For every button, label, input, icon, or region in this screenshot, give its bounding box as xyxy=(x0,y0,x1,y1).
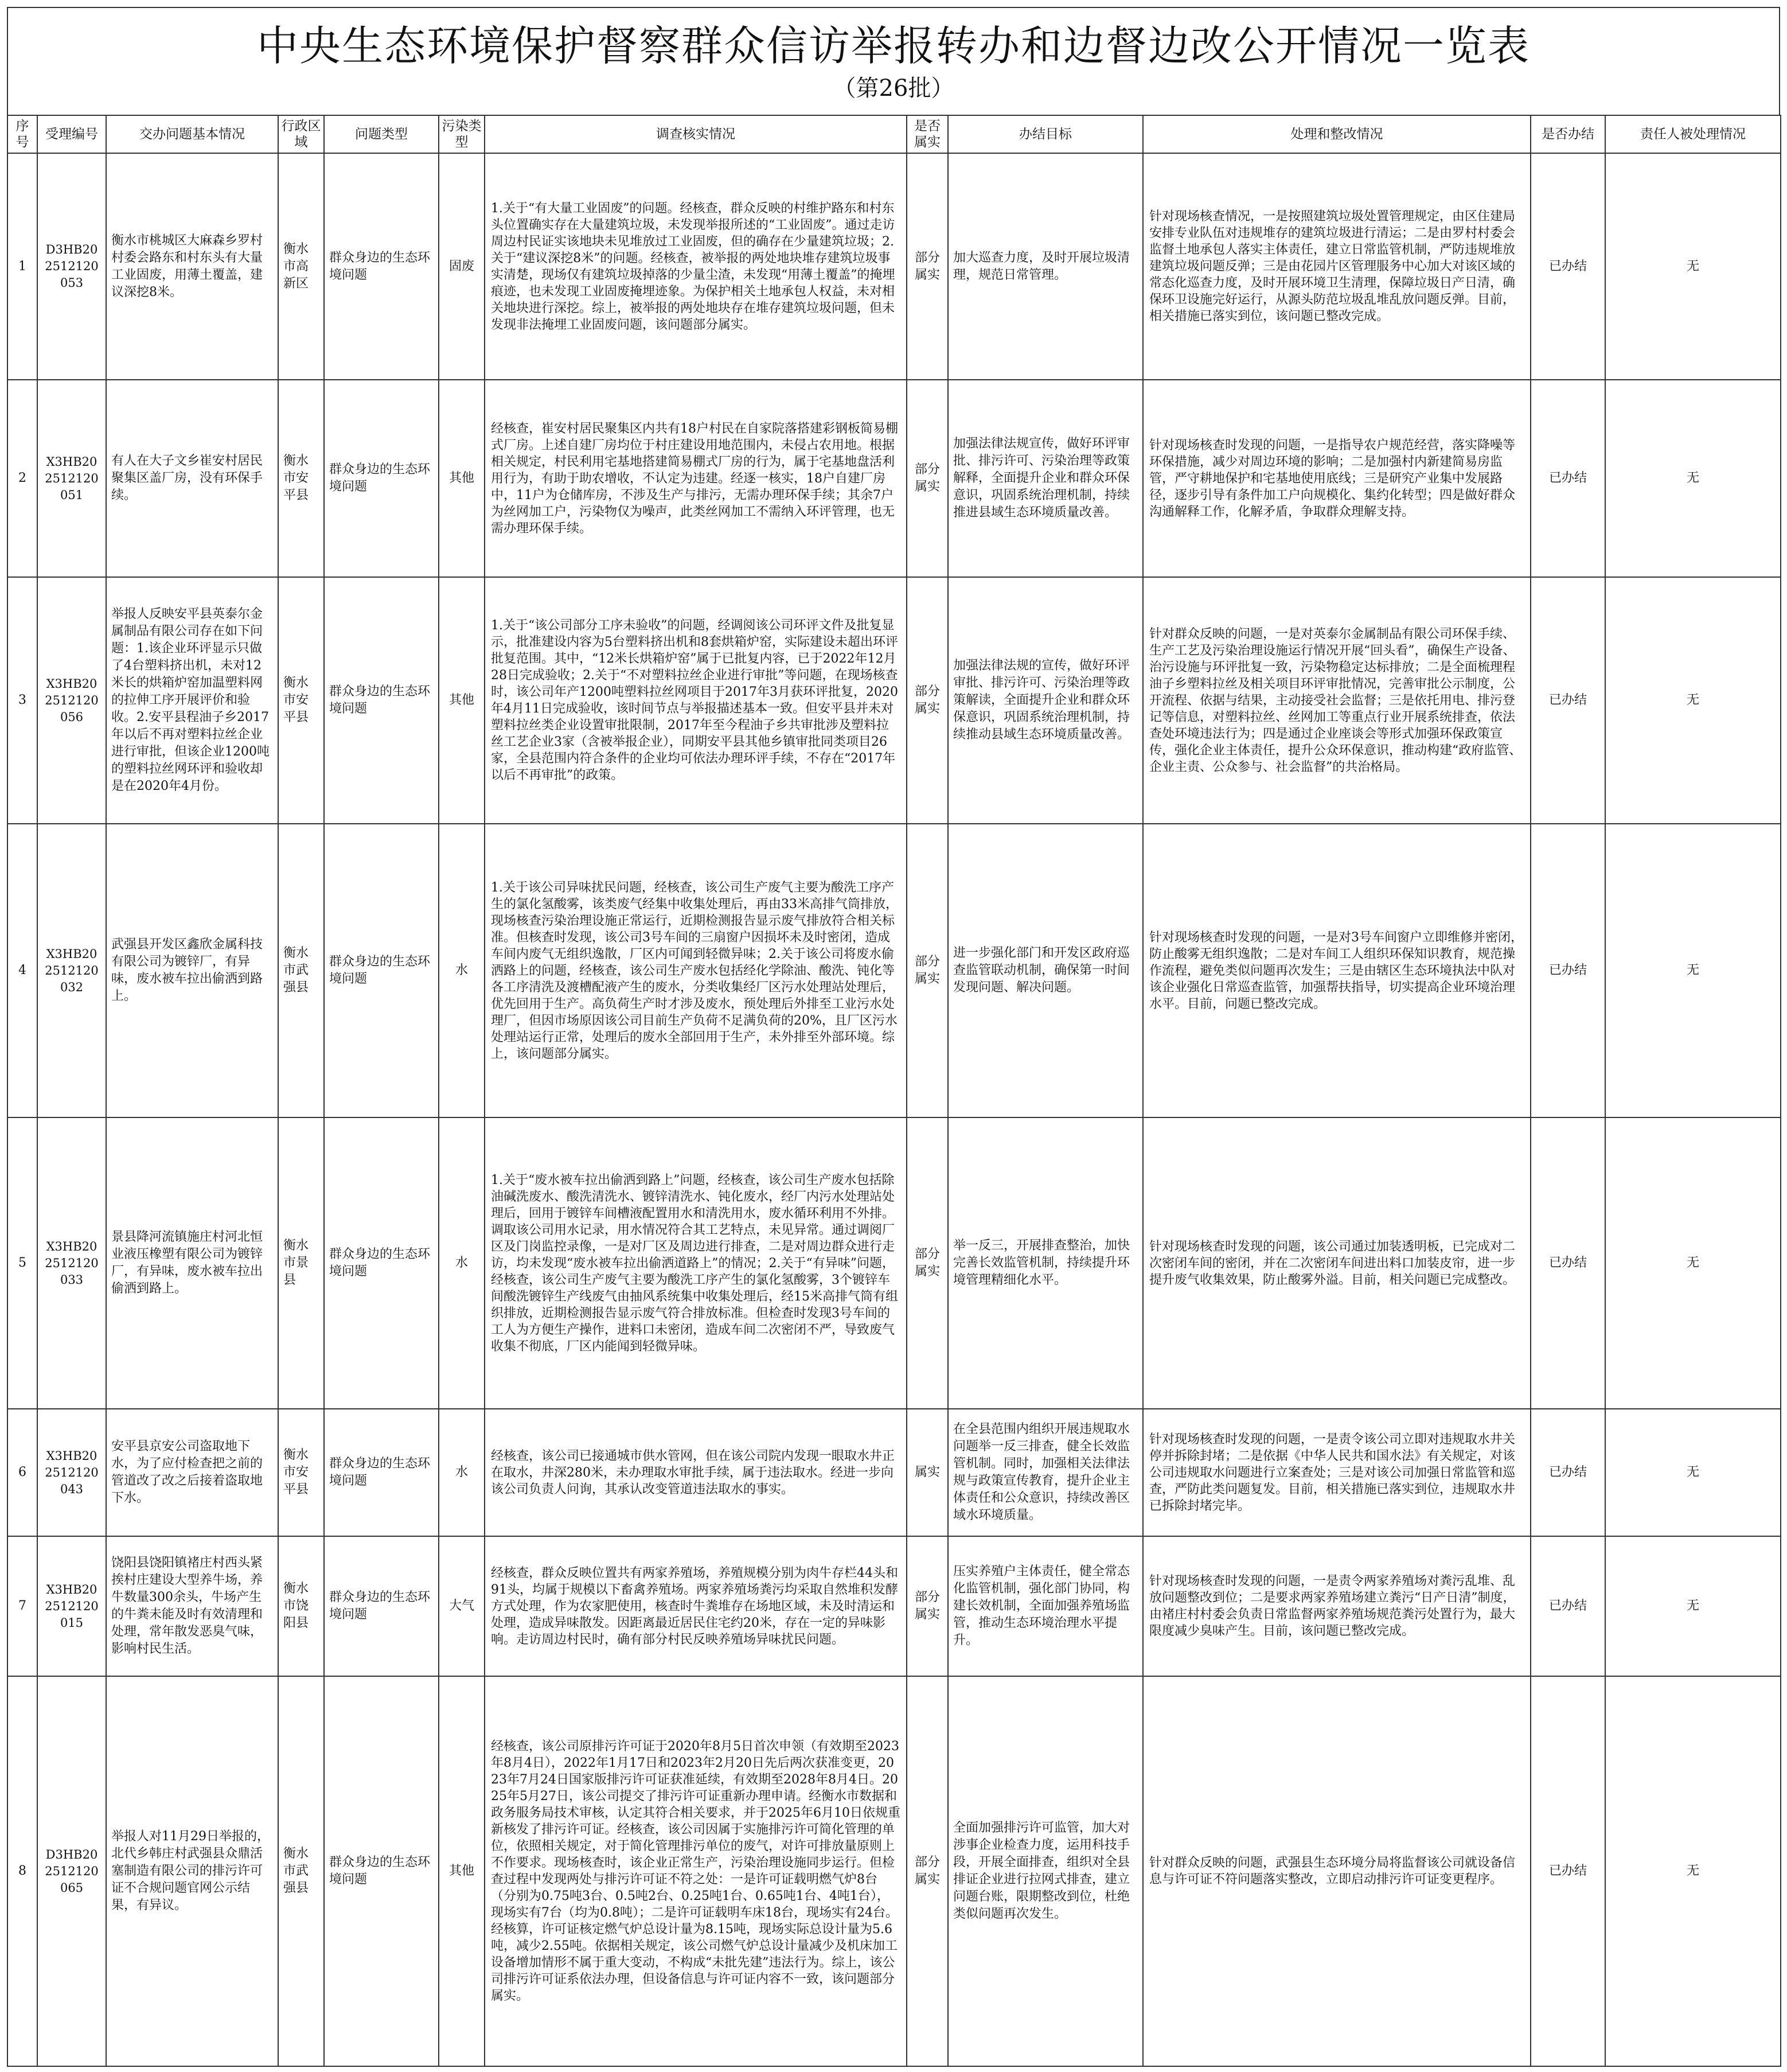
cell-id: X3HB202512120033 xyxy=(37,1117,106,1409)
cell-penalty: 无 xyxy=(1605,577,1781,824)
header-issue: 交办问题基本情况 xyxy=(106,115,278,153)
cell-investigation: 1.关于“有大量工业固废”的问题。经核查，群众反映的村维护路东和村东头位置确实存在大量建筑垃圾，未发现举报所述的“工业固废”。通过走访周边村民证实该地块未见堆放过工业固废，但的确存在少量建筑垃圾；2.关于“建议深挖8米”的问题。经核查，被举报的两处地块堆存建筑垃圾事实清楚，现场仅有建筑垃圾掉落的少量尘渣，未发现“用薄土覆盖”的掩埋痕迹，也未发现工业固废掩埋迹象。为保护相关土地承包人权益，未对相关地块进行深挖。综上，被举报的两处地块存在堆存建筑垃圾问题，但未发现非法掩埋工业固废问题，该问题部分属实。 xyxy=(485,153,907,380)
table-row xyxy=(7,153,1781,380)
cell-penalty: 无 xyxy=(1605,153,1781,380)
cell-type: 群众身边的生态环境问题 xyxy=(324,1676,439,2066)
cell-true: 部分属实 xyxy=(907,1117,948,1409)
cell-pollution: 其他 xyxy=(439,577,485,824)
page-title: 中央生态环境保护督察群众信访举报转办和边督边改公开情况一览表 xyxy=(256,22,1530,70)
cell-region: 衡水市安平县 xyxy=(278,380,324,577)
page-subtitle: （第26批） xyxy=(833,75,954,102)
cell-type: 群众身边的生态环境问题 xyxy=(324,153,439,380)
cell-true: 部分属实 xyxy=(907,1676,948,2066)
cell-pollution: 其他 xyxy=(439,380,485,577)
table-row xyxy=(7,1409,1781,1536)
cell-penalty: 无 xyxy=(1605,380,1781,577)
header-pollution: 污染类型 xyxy=(439,115,485,153)
cell-done: 已办结 xyxy=(1531,1676,1605,2066)
cell-done: 已办结 xyxy=(1531,1409,1605,1536)
cell-investigation: 经核查，该公司原排污许可证于2020年8月5日首次申领（有效期至2023年8月4日），2022年1月17日和2023年2月20日先后两次获准变更，2023年7月24日国家版排污许可证获准延续，有效期至2028年8月4日。2025年5月27日，该公司提交了排污许可证重新办理申请。经衡水市数据和政务服务局技术审核，认定其符合相关要求，并于2025年6月10日依规重新核发了排污许可证。经核查，该公司因属于实施排污许可简化管理的单位，依照相关规定，对于简化管理排污单位的废气，对许可排放量原则上不作要求。现场核查时，该企业正常生产，污染治理设施同步运行。但检查过程中发现两处与排污许可证不符之处：一是许可证载明燃气炉8台（分别为0.75吨3台、0.5吨2台、0.25吨1台、0.65吨1台、4吨1台），现场实有7台（均为0.8吨）；二是许可证载明车床18台，现场实有24台。经核算，许可证核定燃气炉总设计量为8.15吨，现场实际总设计量为5.6吨，减少2.55吨。依据相关规定，该公司燃气炉总设计量减少及机床加工设备增加情形不属于重大变动，不构成“未批先建”违法行为。综上，该公司排污许可证系依法办理，但设备信息与许可证内容不一致，该问题部分属实。 xyxy=(485,1676,907,2066)
cell-pollution: 水 xyxy=(439,1117,485,1409)
cell-type: 群众身边的生态环境问题 xyxy=(324,824,439,1117)
header-handling: 处理和整改情况 xyxy=(1143,115,1531,153)
table-row xyxy=(7,1117,1781,1409)
cell-penalty: 无 xyxy=(1605,1409,1781,1536)
header-goal: 办结目标 xyxy=(948,115,1143,153)
cell-id: X3HB202512120056 xyxy=(37,577,106,824)
cell-goal: 进一步强化部门和开发区政府巡查监管联动机制，确保第一时间发现问题、解决问题。 xyxy=(948,824,1143,1117)
title-box xyxy=(7,7,1780,115)
cell-no: 8 xyxy=(7,1676,37,2066)
cell-handling: 针对现场核查情况，一是按照建筑垃圾处置管理规定，由区住建局安排专业队伍对违规堆存的建筑垃圾进行清运；二是由罗村村委会监督土地承包人落实主体责任，建立日常监管机制，严防违规堆放建筑垃圾问题反弹；三是由花园片区管理服务中心加大对该区域的常态化巡查力度，及时开展环境卫生清理，保障垃圾日产日清，确保环卫设施完好运行，从源头防范垃圾乱堆乱放问题反弹。目前，相关措施已落实到位，该问题已整改完成。 xyxy=(1143,153,1531,380)
cell-no: 3 xyxy=(7,577,37,824)
cell-type: 群众身边的生态环境问题 xyxy=(324,1409,439,1536)
cell-issue: 举报人对11月29日举报的，北代乡韩庄村武强县众鼎活塞制造有限公司的排污许可证不合规问题官网公示结果，有异议。 xyxy=(106,1676,278,2066)
cell-goal: 压实养殖户主体责任，健全常态化监管机制，强化部门协同，构建长效机制，全面加强养殖场监管，推动生态环境治理水平提升。 xyxy=(948,1536,1143,1676)
cell-no: 5 xyxy=(7,1117,37,1409)
cell-id: X3HB202512120043 xyxy=(37,1409,106,1536)
cell-true: 部分属实 xyxy=(907,380,948,577)
cell-no: 7 xyxy=(7,1536,37,1676)
cell-region: 衡水市武强县 xyxy=(278,824,324,1117)
cell-true: 部分属实 xyxy=(907,577,948,824)
cell-goal: 举一反三，开展排查整治，加快完善长效监管机制，持续提升环境管理精细化水平。 xyxy=(948,1117,1143,1409)
cell-pollution: 大气 xyxy=(439,1536,485,1676)
cell-type: 群众身边的生态环境问题 xyxy=(324,1536,439,1676)
cell-investigation: 经核查，该公司已接通城市供水管网，但在该公司院内发现一眼取水井正在取水，井深280米，未办理取水审批手续，属于违法取水。经进一步向该公司负责人问询，其承认改变管道违法取水的事实。 xyxy=(485,1409,907,1536)
cell-done: 已办结 xyxy=(1531,380,1605,577)
cell-done: 已办结 xyxy=(1531,824,1605,1117)
document-page xyxy=(7,7,1780,2067)
cell-no: 2 xyxy=(7,380,37,577)
cell-investigation: 经核查，群众反映位置共有两家养殖场，养殖规模分别为肉牛存栏44头和91头，均属于规模以下畜禽养殖场。两家养殖场粪污均采取自然堆积发酵方式处理，作为农家肥使用，核查时牛粪堆存在场地区域，未及时清运和处理，造成异味散发。因距离最近居民住宅约20米，存在一定的异味影响。走访周边村民时，确有部分村民反映养殖场异味扰民问题。 xyxy=(485,1536,907,1676)
cell-issue: 饶阳县饶阳镇褚庄村西头紧挨村庄建设大型养牛场，养牛数量300余头，牛场产生的牛粪未能及时有效清理和处理，常年散发恶臭气味，影响村民生活。 xyxy=(106,1536,278,1676)
cell-handling: 针对群众反映的问题，武强县生态环境分局将监督该公司就设备信息与许可证不符问题落实整改，立即启动排污许可证变更程序。 xyxy=(1143,1676,1531,2066)
cell-investigation: 1.关于“废水被车拉出偷洒到路上”问题，经核查，该公司生产废水包括除油碱洗废水、酸洗清洗水、镀锌清洗水、钝化废水，经厂内污水处理站处理后，回用于镀锌车间槽液配置用水和清洗用水，废水循环利用不外排。调取该公司用水记录，用水情况符合其工艺特点，未见异常。通过调阅厂区及门岗监控录像，一是对厂区及周边进行排查，二是对周边群众进行走访，均未发现“废水被车拉出偷洒道路上”的情况；2.关于“有异味”问题，经核查，该公司生产废气主要为酸洗工序产生的氯化氢酸雾，3个镀锌车间酸洗镀锌生产线废气由抽风系统集中收集处理后，经15米高排气筒有组织排放，近期检测报告显示废气符合排放标准。但检查时发现3号车间的工人为方便生产操作，进料口未密闭，造成车间二次密闭不严，导致废气收集不彻底，厂区内能闻到轻微异味。 xyxy=(485,1117,907,1409)
cell-done: 已办结 xyxy=(1531,153,1605,380)
header-type: 问题类型 xyxy=(324,115,439,153)
header-row xyxy=(7,115,1781,153)
cell-goal: 加大巡查力度，及时开展垃圾清理，规范日常管理。 xyxy=(948,153,1143,380)
cell-id: X3HB202512120032 xyxy=(37,824,106,1117)
cell-region: 衡水市安平县 xyxy=(278,577,324,824)
table-row xyxy=(7,824,1781,1117)
cell-penalty: 无 xyxy=(1605,1117,1781,1409)
cell-done: 已办结 xyxy=(1531,1117,1605,1409)
cell-pollution: 其他 xyxy=(439,1676,485,2066)
cell-issue: 武强县开发区鑫欣金属科技有限公司为镀锌厂，有异味，废水被车拉出偷洒到路上。 xyxy=(106,824,278,1117)
cell-region: 衡水市安平县 xyxy=(278,1409,324,1536)
cell-investigation: 1.关于“该公司部分工序未验收”的问题，经调阅该公司环评文件及批复显示，批准建设内容为5台塑料挤出机和8套烘箱炉窑，实际建设未超出环评批复范围。其中，“12米长烘箱炉窑”属于已批复内容，已于2022年12月28日完成验收；2.关于“不对塑料拉丝企业进行审批”等问题，在现场核查时，该公司年产1200吨塑料拉丝网项目于2017年3月获环评批复，2020年4月11日完成验收，该时间节点与举报描述基本一致。但安平县并未对塑料拉丝类企业设置审批限制，2017年至今程油子乡共审批涉及塑料拉丝工艺企业3家（含被举报企业），同期安平县其他乡镇审批同类项目26家，全县范围内符合条件的企业均可依法办理环评手续，不存在“2017年以后不再审批”的政策。 xyxy=(485,577,907,824)
cell-handling: 针对现场核查时发现的问题，一是对3号车间窗户立即维修并密闭，防止酸雾无组织逸散；二是对车间工人组织环保知识教育，规范操作流程，避免类似问题再次发生；三是由辖区生态环境执法中队对该企业强化日常巡查监管，加强帮扶指导，切实提高企业环境治理水平。目前，问题已整改完成。 xyxy=(1143,824,1531,1117)
cell-handling: 针对现场核查时发现的问题，一是责令该公司立即对违规取水井关停并拆除封堵；二是依据《中华人民共和国水法》有关规定，对该公司违规取水问题进行立案查处；三是对该公司加强日常监管和巡查，严防此类问题复发。目前，相关措施已落实到位，违规取水井已拆除封堵完毕。 xyxy=(1143,1409,1531,1536)
cell-penalty: 无 xyxy=(1605,824,1781,1117)
cell-id: X3HB202512120015 xyxy=(37,1536,106,1676)
report-table xyxy=(7,115,1781,2067)
table-row xyxy=(7,577,1781,824)
cell-handling: 针对现场核查时发现的问题，一是责令两家养殖场对粪污乱堆、乱放问题整改到位；二是要求两家养殖场建立粪污“日产日清”制度，由褚庄村村委会负责日常监督两家养殖场规范粪污处置行为，最大限度减少臭味产生。目前，该问题已整改完成。 xyxy=(1143,1536,1531,1676)
cell-pollution: 水 xyxy=(439,824,485,1117)
cell-investigation: 1.关于该公司异味扰民问题，经核查，该公司生产废气主要为酸洗工序产生的氯化氢酸雾，该类废气经集中收集处理后，再由33米高排气筒排放，现场核查污染治理设施正常运行，近期检测报告显示废气排放符合相关标准。但核查时发现，该公司3号车间的三扇窗户因损坏未及时密闭，造成车间内废气无组织逸散，厂区内可闻到轻微异味；2.关于该公司将废水偷洒路上的问题，经核查，该公司生产废水包括经化学除油、酸洗、钝化等各工序清洗及渡槽配液产生的废水，分类收集经厂区污水处理站处理后，优先回用于生产。高负荷生产时才涉及废水，预处理后外排至工业污水处理厂，但因市场原因该公司目前生产负荷不足满负荷的20%，且厂区污水处理站运行正常，处理后的废水全部回用于生产，未外排至外部环境。综上，该问题部分属实。 xyxy=(485,824,907,1117)
cell-goal: 在全县范围内组织开展违规取水问题举一反三排查，健全长效监管机制。同时，加强相关法律法规与政策宣传教育，提升企业主体责任和公众意识，持续改善区域水环境质量。 xyxy=(948,1409,1143,1536)
cell-investigation: 经核查，崔安村居民聚集区内共有18户村民在自家院落搭建彩钢板简易棚式厂房。上述自建厂房均位于村庄建设用地范围内，未侵占农用地。根据相关规定，村民利用宅基地搭建简易棚式厂房的行为，属于宅基地盘活利用行为，有助于助农增收，不认定为违建。经逐一核实，18户自建厂房中，11户为仓储库房，不涉及生产与排污，无需办理环保手续；其余7户为丝网加工户，污染物仅为噪声，此类丝网加工不需纳入环评管理，也无需办理环保手续。 xyxy=(485,380,907,577)
header-true: 是否属实 xyxy=(907,115,948,153)
cell-type: 群众身边的生态环境问题 xyxy=(324,577,439,824)
cell-penalty: 无 xyxy=(1605,1536,1781,1676)
cell-issue: 景县降河流镇施庄村河北恒业液压橡塑有限公司为镀锌厂，有异味，废水被车拉出偷洒到路上。 xyxy=(106,1117,278,1409)
cell-region: 衡水市高新区 xyxy=(278,153,324,380)
header-no: 序号 xyxy=(7,115,37,153)
cell-handling: 针对现场核查时发现的问题，该公司通过加装透明板，已完成对二次密闭车间的密闭，并在二次密闭车间进出料口加装皮帘，进一步提升废气收集效果，防止酸雾外溢。目前，相关问题已完成整改。 xyxy=(1143,1117,1531,1409)
cell-handling: 针对现场核查时发现的问题，一是指导农户规范经营，落实降噪等环保措施，减少对周边环境的影响；二是加强村内新建简易房监管，严守耕地保护和宅基地使用底线；三是研究产业集中发展路径，逐步引导有条件加工户向规模化、集约化转型；四是做好群众沟通解释工作，化解矛盾，争取群众理解支持。 xyxy=(1143,380,1531,577)
cell-goal: 加强法律法规宣传，做好环评审批、排污许可、污染治理等政策解释，全面提升企业和群众环保意识，巩固系统治理机制，持续推进县域生态环境质量改善。 xyxy=(948,380,1143,577)
cell-type: 群众身边的生态环境问题 xyxy=(324,1117,439,1409)
table-row xyxy=(7,1676,1781,2066)
cell-issue: 安平县京安公司盗取地下水，为了应付检查把之前的管道改了改之后接着盗取地下水。 xyxy=(106,1409,278,1536)
cell-type: 群众身边的生态环境问题 xyxy=(324,380,439,577)
header-investigation: 调查核实情况 xyxy=(485,115,907,153)
cell-handling: 针对群众反映的问题，一是对英泰尔金属制品有限公司环保手续、生产工艺及污染治理设施运行情况开展“回头看”，确保生产设备、治污设施与环评批复一致，污染物稳定达标排放；二是全面梳理程油子乡塑料拉丝及相关项目环评审批情况，完善审批公示制度，公开流程、依据与结果，主动接受社会监督；三是依托用电、排污登记等信息，对塑料拉丝、丝网加工等重点行业开展系统排查，依法查处环境违法行为；四是通过企业座谈会等形式加强环保政策宣传，强化企业主体责任，提升公众环保意识，推动构建“政府监管、企业主责、公众参与、社会监督”的共治格局。 xyxy=(1143,577,1531,824)
cell-true: 部分属实 xyxy=(907,153,948,380)
cell-id: D3HB202512120053 xyxy=(37,153,106,380)
cell-goal: 全面加强排污许可监管，加大对涉事企业检查力度，运用科技手段，开展全面排查，组织对全县排证企业进行拉网式排查，建立问题台账，限期整改到位，杜绝类似问题再次发生。 xyxy=(948,1676,1143,2066)
cell-issue: 衡水市桃城区大麻森乡罗村村委会路东和村东头有大量工业固废，用薄土覆盖，建议深挖8米。 xyxy=(106,153,278,380)
cell-issue: 举报人反映安平县英泰尔金属制品有限公司存在如下问题：1.该企业环评显示只做了4台塑料挤出机，未对12米长的烘箱炉窑加温塑料网的拉伸工序开展评价和验收。2.安平县程油子乡2017年以后不再对塑料拉丝企业进行审批，但该企业1200吨的塑料拉丝网环评和验收却是在2020年4月份。 xyxy=(106,577,278,824)
cell-pollution: 水 xyxy=(439,1409,485,1536)
cell-no: 1 xyxy=(7,153,37,380)
header-id: 受理编号 xyxy=(37,115,106,153)
header-penalty: 责任人被处理情况 xyxy=(1605,115,1781,153)
table-row xyxy=(7,1536,1781,1676)
table-row xyxy=(7,380,1781,577)
cell-region: 衡水市饶阳县 xyxy=(278,1536,324,1676)
cell-done: 已办结 xyxy=(1531,1536,1605,1676)
header-region: 行政区域 xyxy=(278,115,324,153)
header-done: 是否办结 xyxy=(1531,115,1605,153)
cell-region: 衡水市武强县 xyxy=(278,1676,324,2066)
cell-true: 部分属实 xyxy=(907,824,948,1117)
cell-region: 衡水市景县 xyxy=(278,1117,324,1409)
cell-id: X3HB202512120051 xyxy=(37,380,106,577)
cell-no: 4 xyxy=(7,824,37,1117)
cell-pollution: 固废 xyxy=(439,153,485,380)
cell-issue: 有人在大子文乡崔安村居民聚集区盖厂房，没有环保手续。 xyxy=(106,380,278,577)
cell-id: D3HB202512120065 xyxy=(37,1676,106,2066)
cell-goal: 加强法律法规的宣传，做好环评审批、排污许可、污染治理等政策解读，全面提升企业和群众环保意识，巩固系统治理机制，持续推动县域生态环境质量改善。 xyxy=(948,577,1143,824)
cell-true: 属实 xyxy=(907,1409,948,1536)
cell-penalty: 无 xyxy=(1605,1676,1781,2066)
cell-true: 部分属实 xyxy=(907,1536,948,1676)
cell-done: 已办结 xyxy=(1531,577,1605,824)
cell-no: 6 xyxy=(7,1409,37,1536)
